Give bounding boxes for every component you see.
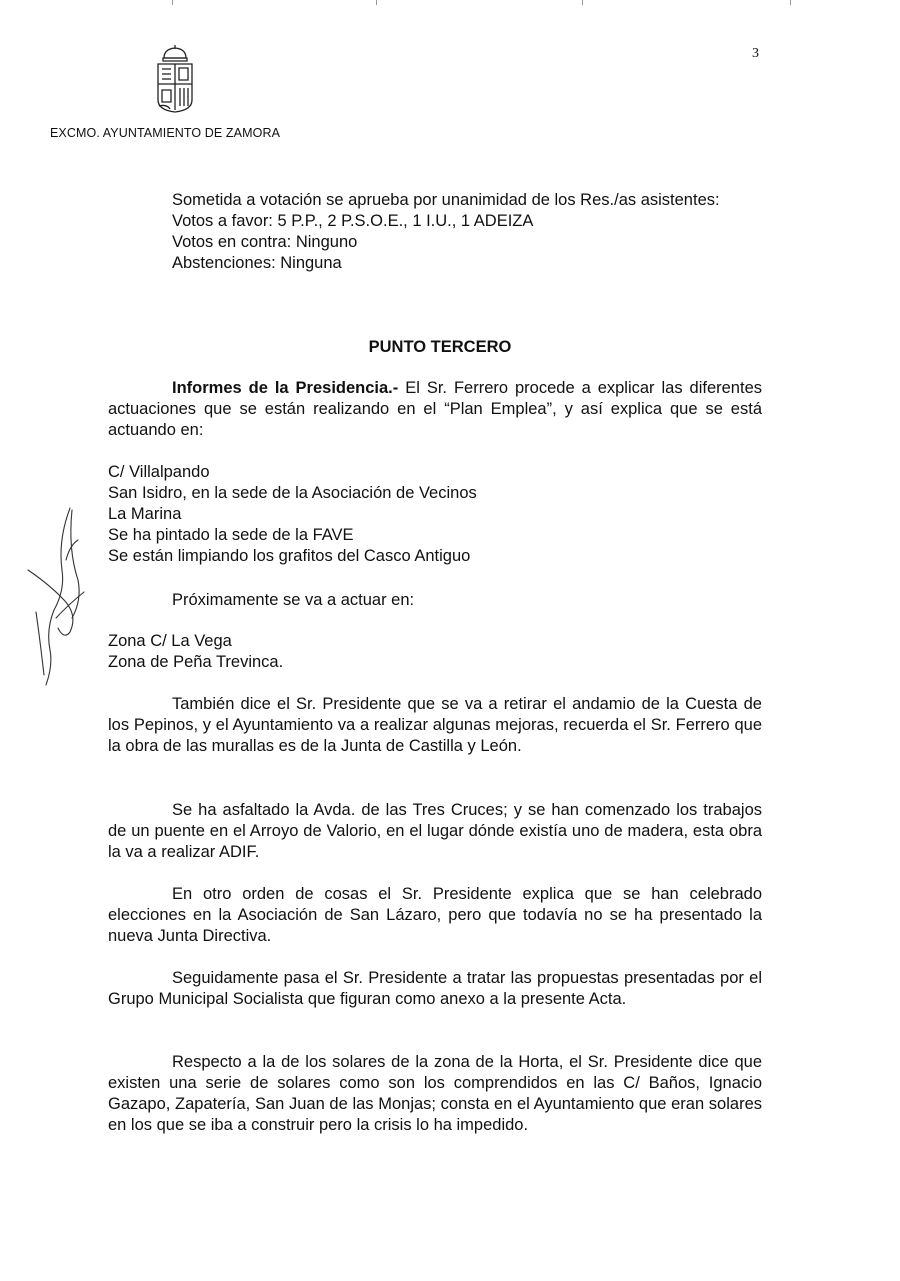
paragraph-elecciones — [108, 884, 762, 947]
paragraph-propuestas — [108, 968, 762, 1010]
list-item: Se ha pintado la sede de la FAVE — [108, 526, 354, 544]
vote-intro: Sometida a votación se aprueba por unanimidad de los Res./as asistentes: — [172, 191, 720, 209]
paragraph-andamio — [108, 694, 762, 757]
list-item: Se están limpiando los grafitos del Casco Antiguo — [108, 547, 471, 565]
zamora-coat-of-arms-icon — [150, 44, 200, 114]
scan-mark — [376, 0, 377, 5]
vote-block — [108, 190, 762, 274]
list-item: Zona C/ La Vega — [108, 632, 232, 650]
scan-mark — [172, 0, 173, 5]
votes-in-favor: Votos a favor: 5 P.P., 2 P.S.O.E., 1 I.U., 1 ADEIZA — [172, 212, 534, 230]
body-paragraph: Respecto a la de los solares de la zona de la Horta, el Sr. Presidente dice que existen una serie de solares como son los comprendidos en las C/ Baños, Ignacio Gazapo, Zapatería, San Juan de las Monjas; consta en el Ayuntamiento que eran solares en los que se iba a construir pero la crisis lo ha impedido. — [108, 1053, 762, 1134]
list-item: San Isidro, en la sede de la Asociación de Vecinos — [108, 484, 477, 502]
section-heading: PUNTO TERCERO — [368, 338, 512, 356]
scan-mark — [582, 0, 583, 5]
body-paragraph: También dice el Sr. Presidente que se va a retirar el andamio de la Cuesta de los Pepinos, y el Ayuntamiento va a realizar algunas mejoras, recuerda el Sr. Ferrero que la obra de las murallas es de la Junta de Castilla y León. — [108, 695, 762, 755]
upcoming-intro-block — [108, 590, 762, 611]
informes-block — [108, 378, 762, 441]
upcoming-list — [108, 631, 762, 673]
list-item: La Marina — [108, 505, 182, 523]
body-paragraph: Se ha asfaltado la Avda. de las Tres Cruces; y se han comenzado los trabajos de un puente en el Arroyo de Valorio, en el lugar dónde existía uno de madera, esta obra la va a realizar ADIF. — [108, 801, 762, 861]
abstentions: Abstenciones: Ninguna — [172, 254, 342, 272]
actions-list — [108, 462, 762, 567]
institution-name: EXCMO. AYUNTAMIENTO DE ZAMORA — [50, 126, 281, 140]
informes-text: El Sr. Ferrero procede a explicar las diferentes actuaciones que se están realizando en el “Plan Emplea”, y así explica que se está actuando en: — [108, 379, 762, 439]
list-item: Zona de Peña Trevinca. — [108, 653, 284, 671]
body-paragraph: En otro orden de cosas el Sr. Presidente explica que se han celebrado elecciones en la Asociación de San Lázaro, pero que todavía no se ha presentado la nueva Junta Directiva. — [108, 885, 762, 945]
scan-mark — [790, 0, 791, 5]
handwritten-signature — [20, 500, 100, 690]
informes-lead: Informes de la Presidencia.- — [172, 379, 399, 397]
paragraph-solares — [108, 1052, 762, 1136]
informes-paragraph — [108, 378, 762, 441]
upcoming-intro: Próximamente se va a actuar en: — [172, 591, 415, 609]
list-item: C/ Villalpando — [108, 463, 210, 481]
body-paragraph: Seguidamente pasa el Sr. Presidente a tratar las propuestas presentadas por el Grupo Municipal Socialista que figuran como anexo a la presente Acta. — [108, 969, 762, 1008]
votes-against: Votos en contra: Ninguno — [172, 233, 358, 251]
paragraph-asfaltado — [108, 800, 762, 863]
page-number: 3 — [752, 46, 759, 61]
